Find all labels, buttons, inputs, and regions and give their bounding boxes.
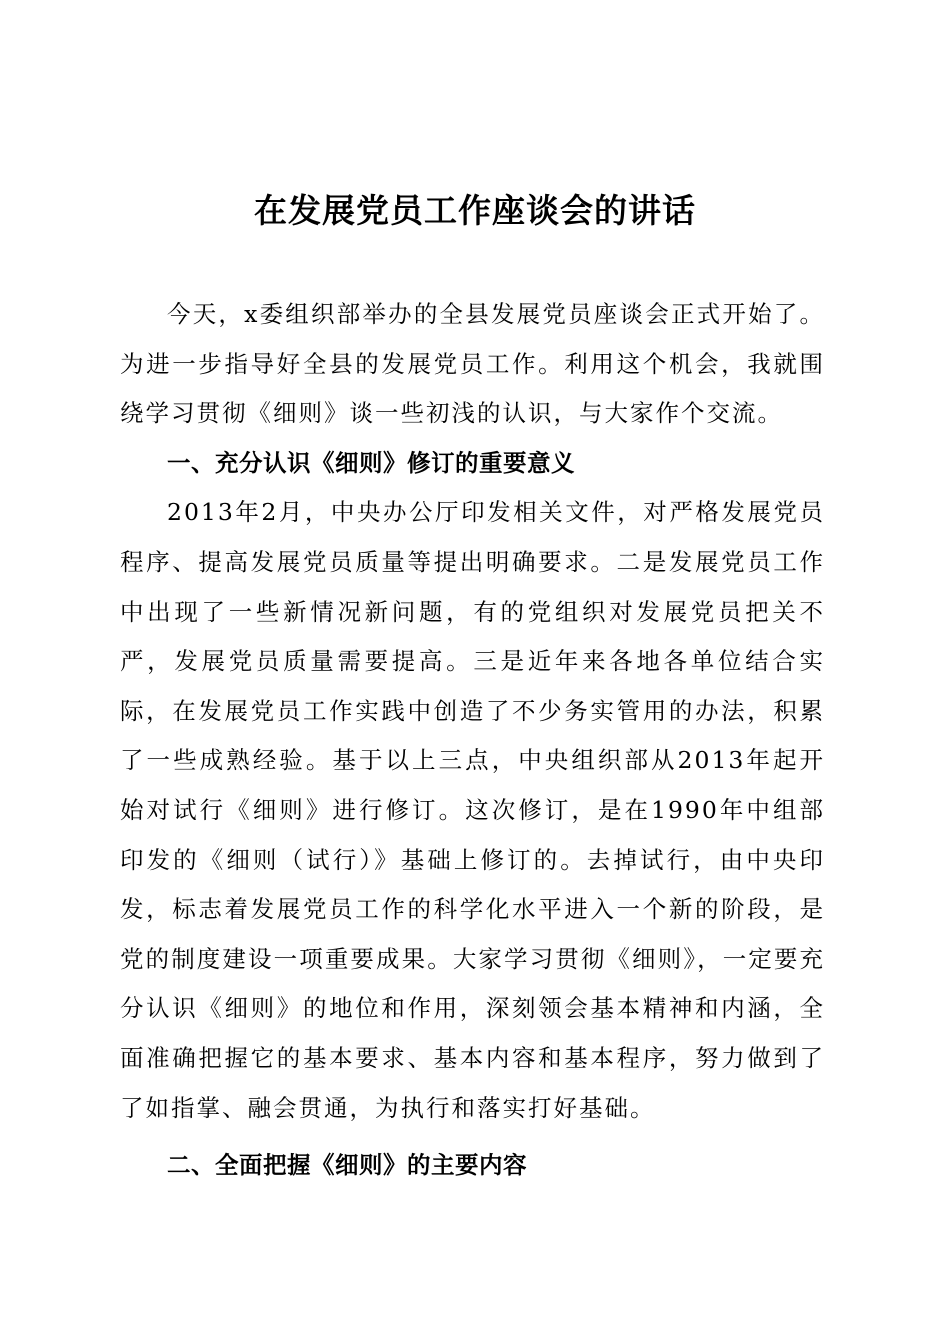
section-2-heading: 二、全面把握《细则》的主要内容 bbox=[167, 1151, 527, 1180]
section-1-heading: 一、充分认识《细则》修订的重要意义 bbox=[167, 448, 575, 477]
section-1-paragraph: 2013年2月，中央办公厅印发相关文件，对严格发展党员程序、提高发展党员质量等提出明确要求。二是发展党员工作中出现了一些新情况新问题，有的党组织对发展党员把关不严，发展党员质量需要提高。三是近年来各地各单位结合实际，在发展党员工作实践中创造了不少务实管用的办法，积累了一些成熟经验。基于以上三点，中央组织部从2013年起开始对试行《细则》进行修订。这次修订，是在1990年中组部印发的《细则（试行）》基础上修订的。去掉试行，由中央印发，标志着发展党员工作的科学化水平进入一个新的阶段，是党的制度建设一项重要成果。大家学习贯彻《细则》，一定要充分认识《细则》的地位和作用，深刻领会基本精神和内涵，全面准确把握它的基本要求、基本内容和基本程序，努力做到了了如指掌、融会贯通，为执行和落实打好基础。 bbox=[120, 498, 825, 1122]
document-title: 在发展党员工作座谈会的讲话 bbox=[254, 191, 696, 230]
intro-paragraph: 今天，x委组织部举办的全县发展党员座谈会正式开始了。为进一步指导好全县的发展党员工作。利用这个机会，我就围绕学习贯彻《细则》谈一些初浅的认识，与大家作个交流。 bbox=[120, 300, 825, 428]
document-body bbox=[120, 290, 825, 1191]
